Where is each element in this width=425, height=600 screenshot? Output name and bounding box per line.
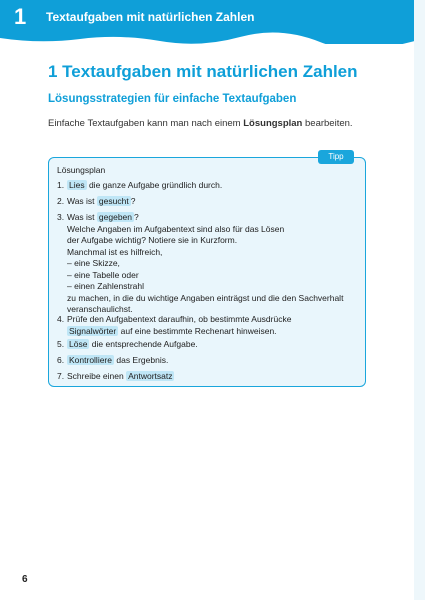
step-3-line: – eine Skizze, [67,258,120,268]
step-keyword: Lies [69,180,85,190]
step-number: 5. [57,339,65,349]
step-text: ? [130,196,136,206]
section-title: Lösungsstrategien für einfache Textaufgaben [48,93,297,105]
step-text: das Ergebnis. [114,355,169,365]
step-number: 6. [57,355,65,365]
chapter-title: Textaufgaben mit natürlichen Zahlen [46,10,255,24]
step-3-line: – einen Zahlenstrahl [67,281,145,291]
step-number: 1. [57,180,65,190]
tip-label: Tipp [318,150,354,164]
step-3-line: veranschaulichst. [67,304,133,314]
step-3-line: Welche Angaben im Aufgabentext sind also für das Lösen [67,223,285,234]
step-keyword: gesucht [98,196,129,206]
step-text: Prüfe den Aufgabentext daraufhin, ob bestimmte Ausdrücke [67,314,292,324]
step-7 [57,371,357,383]
chapter-banner [0,0,425,44]
step-text: auf eine bestimmte Rechenart hinweisen. [118,325,277,336]
step-text: Schreibe einen [67,371,127,381]
step-2 [57,196,357,208]
step-4 [57,314,357,337]
intro-before: Einfache Textaufgaben kann man nach einem [48,118,244,129]
step-text: die entsprechende Aufgabe. [89,339,198,349]
step-keyword: gegeben [98,212,133,222]
step-keyword: Signalwörter [69,325,117,336]
step-6 [57,355,357,367]
step-3-line: Manchmal ist es hilfreich, [67,246,163,257]
step-3-line: der Aufgabe wichtig? Notiere sie in Kurzform. [67,235,238,245]
intro-after: bearbeiten. [302,118,353,129]
step-1 [57,180,357,192]
intro-bold: Lösungsplan [243,118,303,129]
step-number: 4. [57,314,65,324]
tip-box-title: Lösungsplan [57,165,106,175]
page-number: 6 [22,574,28,585]
chapter-number: 1 [14,4,27,29]
step-3-line: zu machen, in die du wichtige Angaben einträgst und die den Sachverhalt [67,292,344,303]
step-text: Was ist [67,212,97,222]
step-keyword: Kontrolliere [69,355,112,365]
brush-edge [0,28,425,44]
step-5 [57,339,357,351]
page-edge-strip [414,0,425,600]
step-text: ? [134,212,139,222]
step-keyword: Löse [69,339,88,349]
step-number: 7. [57,371,65,381]
step-4-line2 [57,326,357,338]
page-title: 1 Textaufgaben mit natürlichen Zahlen [48,62,358,81]
step-text: Was ist [67,196,97,206]
step-3-line: – eine Tabelle oder [67,269,139,280]
step-keyword: Antwortsatz [128,371,173,381]
step-number: 2. [57,196,65,206]
step-3 [57,212,357,316]
step-text: die ganze Aufgabe gründlich durch. [86,180,223,190]
intro-text [48,118,353,129]
step-number: 3. [57,212,65,222]
